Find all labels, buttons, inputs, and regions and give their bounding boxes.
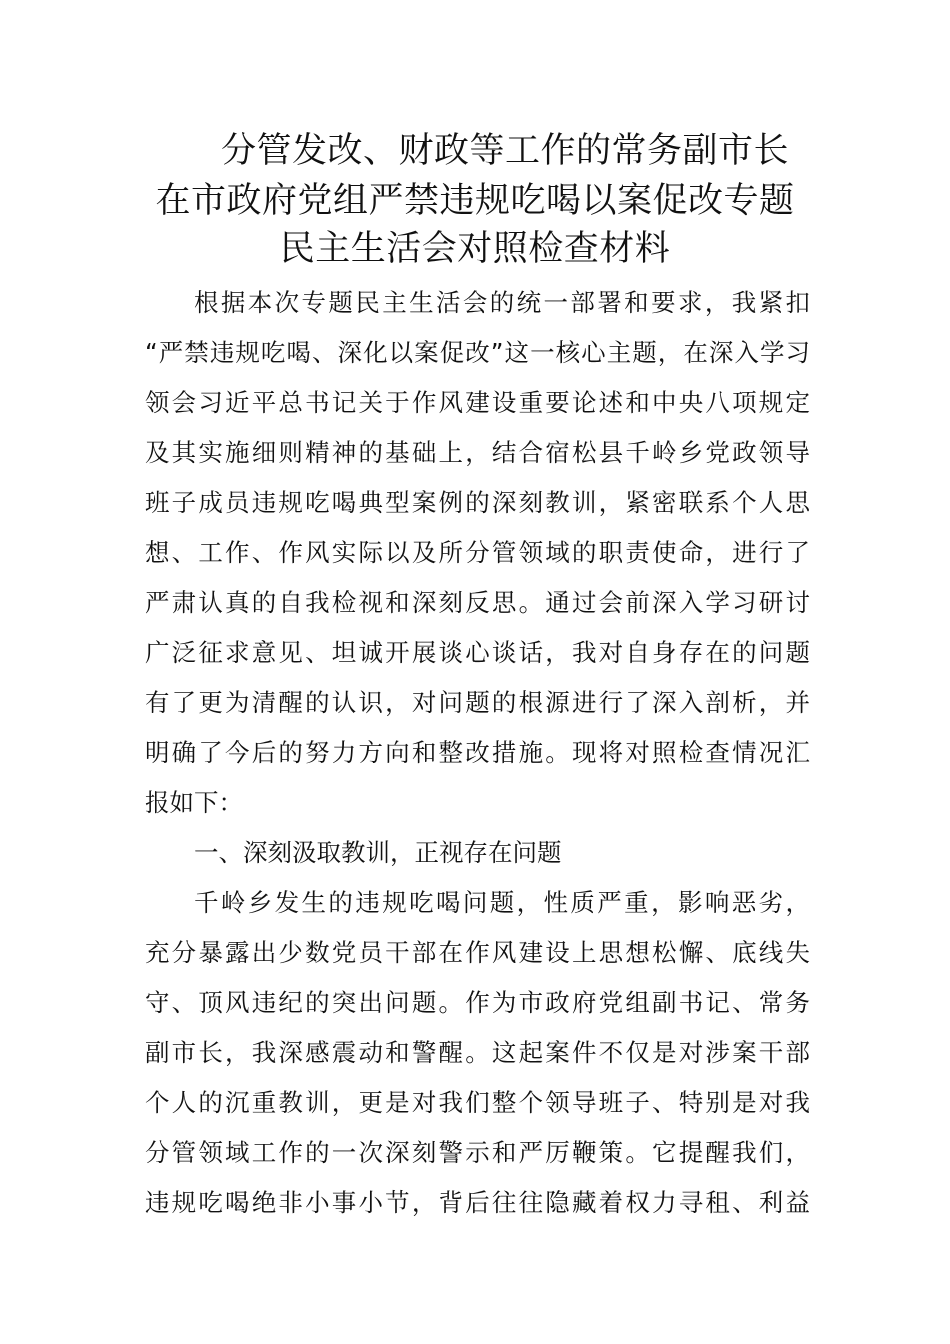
document-title-line-2: 在市政府党组严禁违规吃喝以案促改专题: [155, 181, 795, 221]
paragraph-line: 广泛征求意见、坦诚开展谈心谈话，我对自身存在的问题: [145, 638, 810, 667]
paragraph-line: 想、工作、作风实际以及所分管领域的职责使命，进行了: [145, 538, 810, 567]
paragraph-line: 副市长，我深感震动和警醒。这起案件不仅是对涉案干部: [145, 1038, 810, 1067]
paragraph-line: 报如下：: [145, 788, 243, 817]
paragraph-line: 明确了今后的努力方向和整改措施。现将对照检查情况汇: [145, 738, 810, 767]
paragraph-line: 有了更为清醒的认识，对问题的根源进行了深入剖析，并: [145, 688, 810, 717]
paragraph-line: 分管领域工作的一次深刻警示和严厉鞭策。它提醒我们，: [145, 1138, 810, 1167]
paragraph-line: 及其实施细则精神的基础上，结合宿松县千岭乡党政领导: [145, 438, 810, 467]
paragraph-line: 违规吃喝绝非小事小节，背后往往隐藏着权力寻租、利益: [145, 1188, 810, 1217]
paragraph-line: 班子成员违规吃喝典型案例的深刻教训，紧密联系个人思: [145, 488, 810, 517]
paragraph-line: 千岭乡发生的违规吃喝问题，性质严重，影响恶劣，: [194, 888, 810, 917]
paragraph-line: 充分暴露出少数党员干部在作风建设上思想松懈、底线失: [145, 938, 810, 967]
paragraph-line: 守、顶风违纪的突出问题。作为市政府党组副书记、常务: [145, 988, 810, 1017]
document-title-line-3: 民主生活会对照检查材料: [279, 229, 671, 269]
section-heading: 一、深刻汲取教训，正视存在问题: [194, 838, 562, 867]
paragraph-line: 严肃认真的自我检视和深刻反思。通过会前深入学习研讨: [145, 588, 810, 617]
paragraph-line: 根据本次专题民主生活会的统一部署和要求，我紧扣: [194, 288, 810, 317]
paragraph-line: 领会习近平总书记关于作风建设重要论述和中央八项规定: [145, 388, 810, 417]
document-title-line-1: 分管发改、财政等工作的常务副市长: [220, 131, 789, 171]
paragraph-line: 个人的沉重教训，更是对我们整个领导班子、特别是对我: [145, 1088, 810, 1117]
document-body: [145, 278, 810, 1228]
paragraph-line: “严禁违规吃喝、深化以案促改”这一核心主题，在深入学习: [145, 338, 810, 367]
